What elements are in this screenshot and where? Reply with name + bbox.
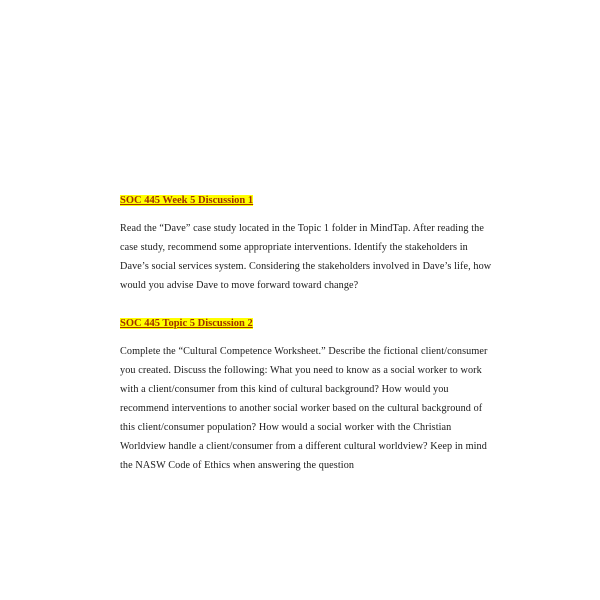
document-content	[120, 190, 492, 493]
section-1-heading: SOC 445 Week 5 Discussion 1	[120, 195, 254, 206]
section-2-heading-wrap	[120, 313, 492, 332]
section-1-heading-wrap	[120, 190, 492, 209]
section-1-body: Read the “Dave” case study located in the Topic 1 folder in MindTap. After reading the case study, recommend some appropriate interventions. Identify the stakeholders in Dave’s social services system. Considering the stakeholders involved in Dave’s life, how would you advise Dave to move forward toward change?	[120, 223, 492, 292]
document-section-1	[120, 190, 492, 295]
section-2-body: Complete the “Cultural Competence Worksheet.” Describe the fictional client/consumer you created. Discuss the following: What you need to know as a social worker to work with a client/consumer from this kind of cultural background? How would you recommend interventions to another social worker based on the cultural background of this client/consumer population? How would a social worker with the Christian Worldview handle a client/consumer from a different cultural worldview? Keep in mind the NASW Code of Ethics when answering the question	[120, 346, 488, 472]
section-2-heading: SOC 445 Topic 5 Discussion 2	[120, 318, 253, 330]
document-section-2	[120, 313, 492, 475]
